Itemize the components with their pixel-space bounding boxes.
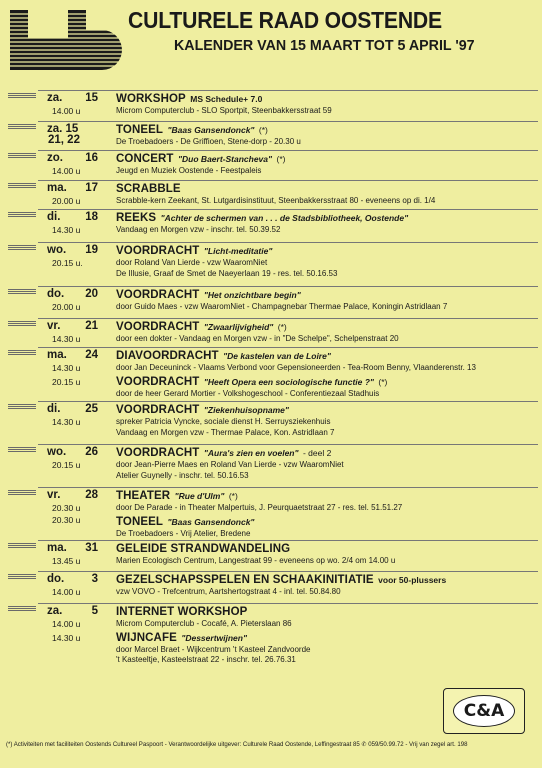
entry-time: 14.00 u (52, 106, 81, 116)
entry-title: SCRABBLE (116, 183, 181, 195)
passport-marker: (*) (258, 125, 268, 135)
entry-title: VOORDRACHT (116, 289, 200, 301)
calendar-entry (0, 603, 542, 664)
entry-date: 5 (91, 605, 98, 617)
entry-weekday: di. (47, 211, 61, 223)
entry-detail: spreker Patricia Vyncke, sociale dienst H. Serruysziekenhuis (116, 417, 331, 426)
calendar-entry (0, 90, 542, 121)
entry-date: 3 (91, 573, 98, 585)
entry-title-line (116, 319, 538, 334)
entry-title-line (116, 445, 538, 460)
sponsor-logo-text: C&A (453, 695, 515, 727)
entry-content (116, 151, 538, 177)
calendar-entry (0, 286, 542, 318)
entry-title-line (116, 514, 538, 529)
entry-detail: De Troebadoers - De Griffioen, Stene-dorp - 20.30 u (116, 137, 301, 146)
entry-date: 21, 22 (48, 134, 80, 146)
entry-title: THEATER (116, 490, 171, 502)
entry-title-line (116, 488, 538, 503)
calendar-entry (0, 540, 542, 571)
entry-subtitle: "Dessertwijnen" (181, 632, 248, 643)
entry-weekday: ma. (47, 182, 67, 194)
entry-title: VOORDRACHT (116, 375, 200, 388)
entry-detail: Jeugd en Muziek Oostende - Feestpaleis (116, 166, 262, 175)
entry-subtitle: "Licht-meditatie" (203, 246, 273, 256)
entry-date: 16 (85, 152, 98, 164)
entry-content (116, 287, 538, 313)
entry-content (116, 319, 538, 345)
entry-marker (8, 404, 36, 410)
entry-title-line (116, 541, 538, 556)
entry-time: 14.30 u (52, 363, 81, 373)
entry-date: 28 (85, 489, 98, 501)
entry-subtitle: "Heeft Opera een sociologische functie ?" (203, 376, 374, 387)
entry-detail: door Roland Van Lierde - vzw WaaromNiet (116, 258, 268, 267)
entry-date: 20 (85, 288, 98, 300)
entry-detail: Scrabble-kern Zeekant, St. Lutgardisinstituut, Steenbakkersstraat 80 - eveneens op di. 1/4 (116, 196, 436, 205)
entry-subtitle: "Baas Gansendonck" (167, 125, 255, 135)
entry-content (116, 488, 538, 539)
entry-marker (8, 245, 36, 251)
entry-marker (8, 183, 36, 189)
entry-title-line (116, 604, 538, 619)
calendar-entry (0, 209, 542, 242)
entry-date: 24 (85, 349, 98, 361)
entry-content (116, 402, 538, 438)
entry-time: 20.15 u (52, 377, 81, 387)
entry-detail: Atelier Guynelly - inschr. tel. 50.16.53 (116, 470, 249, 480)
entry-title: GEZELSCHAPSSPELEN EN SCHAAKINITIATIE (116, 574, 374, 586)
entry-detail: door Jan Deceuninck - Vlaams Verbond voor Gepensioneerden - Tea-Room Benny, Vlaanderenstr. 13 (116, 363, 476, 372)
entry-weekday: ma. (47, 542, 67, 554)
entry-time: 20.30 u (52, 503, 81, 513)
entry-title: CONCERT (116, 153, 174, 165)
entry-title-line (116, 572, 538, 587)
entry-marker (8, 490, 36, 496)
entry-content (116, 445, 538, 481)
entry-title-line (116, 287, 538, 302)
entry-date: 15 (85, 92, 98, 104)
entry-title-line (116, 91, 538, 106)
entry-subtitle: "Duo Baert-Stancheva" (178, 154, 273, 164)
entry-time: 14.00 u (52, 587, 81, 597)
entry-marker (8, 350, 36, 356)
entry-title: VOORDRACHT (116, 245, 200, 257)
entry-title: VOORDRACHT (116, 447, 200, 459)
entry-suffix: - deel 2 (302, 448, 332, 458)
entry-date: 18 (85, 211, 98, 223)
entry-weekday: vr. (47, 489, 61, 501)
entry-title-line (116, 151, 538, 166)
entry-time: 20.15 u. (52, 258, 83, 268)
entry-detail: door Guido Maes - vzw WaaromNiet - Champagnebar Thermae Palace, Koningin Astridlaan 7 (116, 302, 448, 311)
entry-marker (8, 93, 36, 99)
entry-detail: De Illusie, Graaf de Smet de Naeyerlaan 19 - res. tel. 50.16.53 (116, 268, 338, 278)
entry-marker (8, 574, 36, 580)
entry-title: GELEIDE STRANDWANDELING (116, 543, 291, 555)
entry-content (116, 243, 538, 279)
entry-content (116, 604, 538, 666)
entry-weekday: wo. (47, 446, 67, 458)
entry-weekday: do. (47, 288, 65, 300)
entry-date: 26 (85, 446, 98, 458)
entry-detail: vzw VOVO - Trefcentrum, Aartshertogstraat 4 - inl. tel. 50.84.80 (116, 587, 341, 596)
passport-marker: (*) (277, 322, 287, 332)
entry-time: 20.30 u (52, 515, 81, 525)
entry-title-line (116, 243, 538, 258)
entry-title: VOORDRACHT (116, 404, 200, 416)
entry-time: 20.15 u (52, 460, 81, 470)
entry-weekday: do. (47, 573, 65, 585)
entry-detail: 't Kasteeltje, Kasteelstraat 22 - inschr. tel. 26.76.31 (116, 655, 296, 664)
page-title: CULTURELE RAAD OOSTENDE (128, 7, 442, 33)
entry-detail: door een dokter - Vandaag en Morgen vzw - in "De Schelpe", Schelpenstraat 20 (116, 334, 399, 343)
entry-date: 25 (85, 403, 98, 415)
entry-weekday: za. (47, 92, 63, 104)
entry-title-line (116, 210, 538, 225)
entry-content (116, 122, 538, 148)
entry-title: TONEEL (116, 515, 164, 528)
entry-weekday: ma. (47, 349, 67, 361)
entry-subtitle: "De kastelen van de Loire" (223, 351, 331, 361)
entry-title: INTERNET WORKSHOP (116, 606, 248, 618)
entry-subtitle: "Rue d'Ulm" (174, 491, 225, 501)
entry-weekday: di. (47, 403, 61, 415)
entry-date: 21 (85, 320, 98, 332)
entry-time: 20.00 u (52, 196, 81, 206)
entry-content (116, 91, 538, 117)
entry-detail: De Troebadoers - Vrij Atelier, Bredene (116, 528, 251, 538)
entry-weekday: za. (47, 605, 63, 617)
sponsor-logo (443, 688, 525, 734)
calendar-entry (0, 180, 542, 209)
entry-title-line (116, 348, 538, 363)
entry-detail: Microm Computerclub - SLO Sportpit, Steenbakkersstraat 59 (116, 106, 332, 115)
passport-marker: (*) (228, 491, 238, 501)
entry-time: 14.30 u (52, 334, 81, 344)
entry-subtitle: "Baas Gansendonck" (167, 516, 255, 527)
entry-weekday: za. 15 (47, 123, 79, 135)
entry-subtitle: "Ziekenhuisopname" (203, 405, 289, 415)
entry-content (116, 348, 538, 399)
entry-marker (8, 543, 36, 549)
calendar-entry (0, 487, 542, 540)
entry-weekday: wo. (47, 244, 67, 256)
entry-subtitle: "Aura's zien en voelen" (203, 448, 299, 458)
entry-title: WORKSHOP (116, 93, 186, 105)
entry-date: 31 (85, 542, 98, 554)
entry-detail: Vandaag en Morgen vzw - inschr. tel. 50.39.52 (116, 225, 281, 234)
entry-title-line (116, 374, 538, 389)
entry-marker (8, 447, 36, 453)
entry-detail: Microm Computerclub - Cocafé, A. Pieterslaan 86 (116, 619, 292, 628)
entry-marker (8, 321, 36, 327)
entry-subtitle: "Achter de schermen van . . . de Stadsbibliotheek, Oostende" (160, 213, 409, 223)
entry-content (116, 181, 538, 207)
entry-subtitle: voor 50-plussers (378, 575, 447, 585)
calendar-entry (0, 571, 542, 603)
entry-time: 14.30 u (52, 225, 81, 235)
calendar-entry (0, 318, 542, 347)
entry-detail: door De Parade - in Theater Malpertuis, J. Peurquaetstraat 27 - res. tel. 51.51.27 (116, 503, 403, 512)
entry-subtitle: "Het onzichtbare begin" (203, 290, 301, 300)
entry-time: 14.30 u (52, 417, 81, 427)
calendar-entry (0, 401, 542, 444)
entry-detail: door de heer Gerard Mortier - Volkshogeschool - Conferentiezaal Stadhuis (116, 388, 380, 398)
entry-marker (8, 153, 36, 159)
entry-weekday: zo. (47, 152, 63, 164)
entry-marker (8, 212, 36, 218)
entry-time: 13.45 u (52, 556, 81, 566)
entry-time: 20.00 u (52, 302, 81, 312)
entry-marker (8, 606, 36, 612)
entry-weekday: vr. (47, 320, 61, 332)
page-subtitle: KALENDER VAN 15 MAART TOT 5 APRIL '97 (174, 37, 475, 54)
passport-marker: (*) (378, 376, 388, 387)
entry-content (116, 210, 538, 236)
entry-title-line (116, 402, 538, 417)
entry-date: 19 (85, 244, 98, 256)
entry-title: TONEEL (116, 124, 164, 136)
entry-title: VOORDRACHT (116, 321, 200, 333)
entry-title: WIJNCAFE (116, 631, 177, 644)
entry-title-line (116, 630, 538, 645)
entry-content (116, 541, 538, 567)
entry-time: 14.00 u (52, 619, 81, 629)
entry-title: DIAVOORDRACHT (116, 350, 219, 362)
passport-marker: (*) (276, 154, 286, 164)
footer-note: (*) Activiteiten met faciliteiten Oostends Cultureel Paspoort - Verantwoordelijke uitgever: Culturele Raad Oostende, Leffingestraat 85 ✆ 059/50.99.72 - Vrij van zegel art. 198 (6, 741, 468, 748)
entry-detail: door Jean-Pierre Maes en Roland Van Lierde - vzw WaaromNiet (116, 460, 344, 469)
entry-marker (8, 124, 36, 130)
entry-time: 14.30 u (52, 633, 81, 643)
entry-date: 17 (85, 182, 98, 194)
entry-title: REEKS (116, 212, 157, 224)
entry-content (116, 572, 538, 598)
calendar-entry (0, 242, 542, 286)
calendar-entry (0, 121, 542, 150)
entry-detail: door Marcel Braet - Wijkcentrum 't Kasteel Zandvoorde (116, 644, 311, 654)
calendar-entry (0, 347, 542, 401)
entry-time: 14.00 u (52, 166, 81, 176)
entry-marker (8, 289, 36, 295)
entry-subtitle: "Zwaarlijvigheid" (203, 322, 274, 332)
entry-title-line (116, 181, 538, 196)
entry-detail: Marien Ecologisch Centrum, Langestraat 99 - eveneens op wo. 2/4 om 14.00 u (116, 556, 396, 565)
calendar-entry (0, 444, 542, 487)
entry-title-line (116, 122, 538, 137)
entry-detail: Vandaag en Morgen vzw - Thermae Palace, Kon. Astridlaan 7 (116, 427, 335, 437)
calendar-entry (0, 150, 542, 180)
culturele-raad-logo (8, 8, 124, 72)
entry-subtitle: MS Schedule+ 7.0 (190, 94, 263, 104)
